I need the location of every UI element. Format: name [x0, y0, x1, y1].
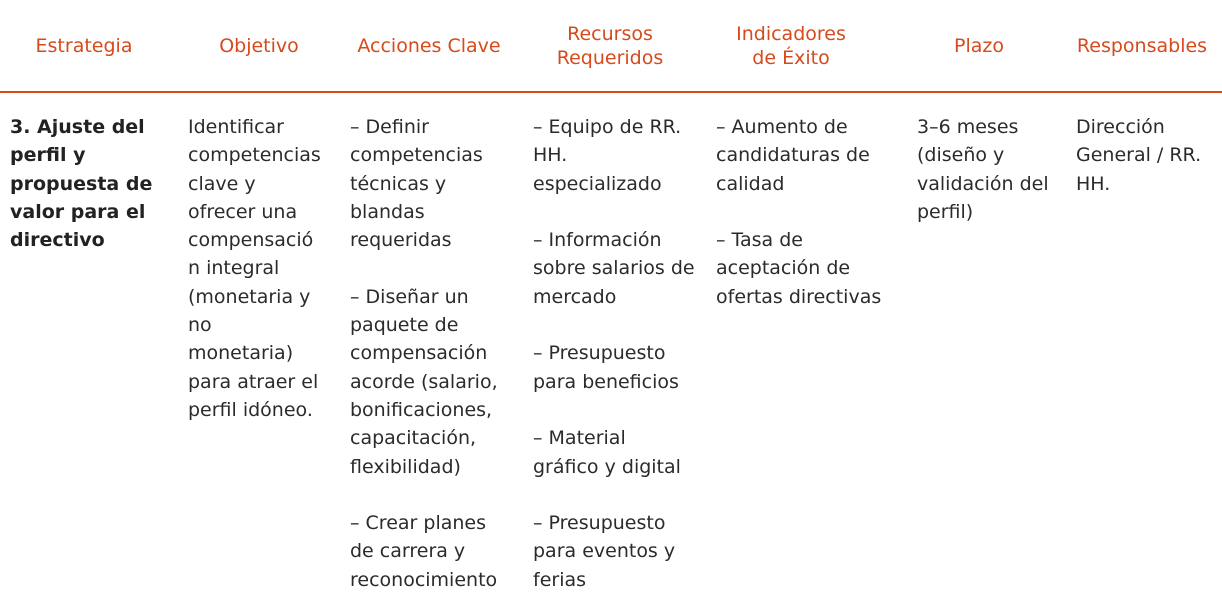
table-header-row — [0, 0, 1222, 92]
cell-line: perfil) — [917, 200, 974, 223]
cell-line: especializado — [533, 172, 662, 195]
cell-objetivo — [188, 113, 338, 424]
cell-line: candidaturas de — [716, 144, 870, 167]
cell-responsables — [1076, 113, 1218, 198]
cell-line: perfil idóneo. — [188, 398, 313, 421]
cell-line: HH. — [1076, 172, 1111, 195]
cell-line: sobre salarios de — [533, 257, 695, 280]
cell-line: (monetaria y — [188, 285, 311, 308]
cell-line: – Material — [533, 427, 626, 450]
header-recursos-requeridos: Recursos Requeridos — [556, 23, 664, 69]
cell-line: reconocimiento — [350, 568, 498, 591]
cell-line: – Diseñar un — [350, 285, 469, 308]
cell-line: – Aumento de — [716, 116, 848, 138]
indicadores-item — [716, 226, 892, 311]
cell-estrategia — [10, 113, 178, 254]
acciones-item — [350, 283, 520, 481]
cell-line: técnicas y — [350, 172, 447, 195]
cell-line: compensación — [350, 342, 488, 365]
header-acciones-clave: Acciones Clave — [357, 35, 501, 57]
cell-line: competencias — [188, 144, 321, 167]
cell-line: flexibilidad) — [350, 455, 461, 478]
cell-line: Dirección — [1076, 116, 1165, 138]
cell-line: (diseño y — [917, 144, 1005, 167]
cell-line: – Tasa de — [716, 229, 803, 252]
cell-line: acorde (salario, — [350, 370, 498, 393]
cell-line: para eventos y — [533, 540, 676, 563]
header-responsables: Responsables — [1076, 35, 1208, 57]
acciones-item — [350, 509, 520, 594]
cell-line: para atraer el — [188, 370, 319, 393]
cell-line: validación del — [917, 172, 1049, 195]
cell-line: – Presupuesto — [533, 512, 666, 535]
cell-line: – Equipo de RR. — [533, 116, 682, 138]
cell-line: compensació — [188, 229, 314, 252]
cell-line: blandas — [350, 200, 425, 223]
cell-line: no — [188, 314, 212, 337]
recursos-item — [533, 339, 709, 396]
cell-line: perfil y — [10, 144, 86, 167]
acciones-item — [350, 113, 520, 254]
cell-line: para beneficios — [533, 370, 679, 393]
cell-line: directivo — [10, 229, 105, 252]
cell-line: aceptación de — [716, 257, 851, 280]
cell-line: clave y — [188, 172, 256, 195]
header-divider — [0, 91, 1222, 93]
recursos-item — [533, 424, 709, 481]
header-plazo: Plazo — [954, 35, 1004, 57]
cell-line: 3–6 meses — [917, 116, 1019, 138]
cell-line: gráfico y digital — [533, 455, 681, 478]
cell-line: – Información — [533, 229, 662, 252]
cell-recursos-requeridos — [533, 113, 709, 594]
cell-line: calidad — [716, 172, 785, 195]
cell-line: competencias — [350, 144, 483, 167]
cell-line: de carrera y — [350, 540, 466, 563]
cell-acciones-clave — [350, 113, 520, 594]
cell-line: 3. Ajuste del — [10, 116, 145, 138]
recursos-item — [533, 509, 709, 594]
cell-line: ferias — [533, 568, 587, 591]
cell-plazo — [917, 113, 1065, 226]
header-indicadores-exito: Indicadores de Éxito — [736, 23, 846, 69]
recursos-item — [533, 226, 709, 311]
cell-line: ofrecer una — [188, 200, 298, 223]
cell-line: bonificaciones, — [350, 398, 493, 421]
cell-line: Identificar — [188, 116, 284, 138]
cell-line: propuesta de — [10, 172, 153, 195]
cell-line: monetaria) — [188, 342, 294, 365]
cell-line: – Crear planes — [350, 512, 486, 535]
header-estrategia: Estrategia — [35, 35, 133, 57]
cell-line: – Presupuesto — [533, 342, 666, 365]
cell-line: n integral — [188, 257, 280, 280]
cell-line: mercado — [533, 285, 617, 308]
indicadores-item — [716, 113, 892, 198]
cell-line: – Definir — [350, 116, 429, 138]
cell-indicadores-exito — [716, 113, 892, 311]
cell-line: General / RR. — [1076, 144, 1202, 167]
header-objetivo: Objetivo — [219, 35, 299, 57]
cell-line: HH. — [533, 144, 568, 167]
cell-line: requeridas — [350, 229, 452, 252]
cell-line: paquete de — [350, 314, 459, 337]
recursos-item — [533, 113, 709, 198]
cell-line: ofertas directivas — [716, 285, 882, 308]
cell-line: valor para el — [10, 200, 146, 223]
cell-line: capacitación, — [350, 427, 477, 450]
